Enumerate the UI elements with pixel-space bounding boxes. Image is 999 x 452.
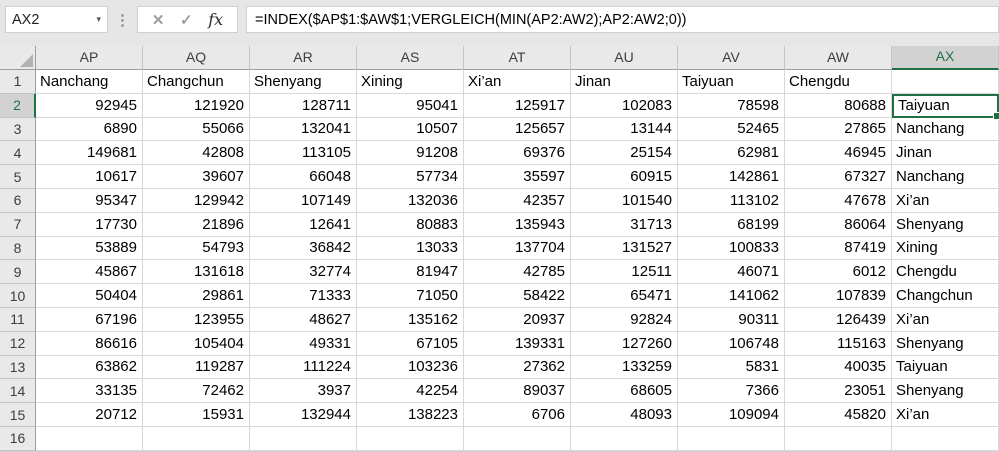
cell-au1[interactable]: Jinan: [571, 70, 678, 94]
cell-ax7[interactable]: Shenyang: [892, 213, 999, 237]
formula-buttons-group: [137, 6, 238, 33]
cell-ar10[interactable]: 71333: [250, 284, 357, 308]
cell-at15[interactable]: 6706: [464, 403, 571, 427]
cell-av15[interactable]: 109094: [678, 403, 785, 427]
cell-aw4[interactable]: 46945: [785, 141, 892, 165]
cell-at6[interactable]: 42357: [464, 189, 571, 213]
cell-at8[interactable]: 137704: [464, 237, 571, 261]
cell-au16[interactable]: [571, 427, 678, 451]
cell-ar14[interactable]: 3937: [250, 379, 357, 403]
cell-ar16[interactable]: [250, 427, 357, 451]
row-header-6[interactable]: 6: [0, 189, 36, 213]
cell-at9[interactable]: 42785: [464, 260, 571, 284]
cell-ar15[interactable]: 132944: [250, 403, 357, 427]
cell-at13[interactable]: 27362: [464, 356, 571, 380]
cell-aw16[interactable]: [785, 427, 892, 451]
cell-au9[interactable]: 12511: [571, 260, 678, 284]
cell-ax12[interactable]: Shenyang: [892, 332, 999, 356]
cell-as6[interactable]: 132036: [357, 189, 464, 213]
rows-container: [0, 70, 999, 451]
cell-ar6[interactable]: 107149: [250, 189, 357, 213]
cell-au2[interactable]: 102083: [571, 94, 678, 118]
cell-ax8[interactable]: Xining: [892, 237, 999, 261]
row-header-8[interactable]: 8: [0, 237, 36, 261]
cell-av14[interactable]: 7366: [678, 379, 785, 403]
cell-aw8[interactable]: 87419: [785, 237, 892, 261]
sheet-row-13: [0, 356, 999, 380]
cell-ap6[interactable]: 95347: [36, 189, 143, 213]
cell-as3[interactable]: 10507: [357, 118, 464, 142]
cell-as8[interactable]: 13033: [357, 237, 464, 261]
sheet-row-10: [0, 284, 999, 308]
cell-ax4[interactable]: Jinan: [892, 141, 999, 165]
cell-at14[interactable]: 89037: [464, 379, 571, 403]
cell-av7[interactable]: 68199: [678, 213, 785, 237]
cell-aw14[interactable]: 23051: [785, 379, 892, 403]
cell-aw9[interactable]: 6012: [785, 260, 892, 284]
name-box-dropdown-icon[interactable]: ▾: [96, 14, 101, 24]
cell-aq6[interactable]: 129942: [143, 189, 250, 213]
cell-aq15[interactable]: 15931: [143, 403, 250, 427]
cell-at12[interactable]: 139331: [464, 332, 571, 356]
cell-aq1[interactable]: Changchun: [143, 70, 250, 94]
row-header-4[interactable]: 4: [0, 141, 36, 165]
cell-at3[interactable]: 125657: [464, 118, 571, 142]
sheet-row-7: [0, 213, 999, 237]
cell-au10[interactable]: 65471: [571, 284, 678, 308]
cell-ax5[interactable]: Nanchang: [892, 165, 999, 189]
cell-au11[interactable]: 92824: [571, 308, 678, 332]
cell-aq8[interactable]: 54793: [143, 237, 250, 261]
cell-ar2[interactable]: 128711: [250, 94, 357, 118]
cell-aw10[interactable]: 107839: [785, 284, 892, 308]
cell-as16[interactable]: [357, 427, 464, 451]
cell-as11[interactable]: 135162: [357, 308, 464, 332]
cell-at10[interactable]: 58422: [464, 284, 571, 308]
cell-as15[interactable]: 138223: [357, 403, 464, 427]
sheet-row-11: [0, 308, 999, 332]
cell-aw12[interactable]: 115163: [785, 332, 892, 356]
cell-au3[interactable]: 13144: [571, 118, 678, 142]
cell-aq3[interactable]: 55066: [143, 118, 250, 142]
select-all-button[interactable]: [0, 46, 36, 70]
column-header-ax[interactable]: AX: [892, 46, 999, 70]
cell-ax6[interactable]: Xi’an: [892, 189, 999, 213]
sheet-row-12: [0, 332, 999, 356]
sheet-row-6: [0, 189, 999, 213]
cell-as14[interactable]: 42254: [357, 379, 464, 403]
insert-function-icon[interactable]: fx: [208, 10, 224, 29]
cell-aq4[interactable]: 42808: [143, 141, 250, 165]
row-header-12[interactable]: 12: [0, 332, 36, 356]
cell-av4[interactable]: 62981: [678, 141, 785, 165]
cell-ax2[interactable]: Taiyuan: [892, 94, 999, 118]
cell-at11[interactable]: 20937: [464, 308, 571, 332]
cell-av5[interactable]: 142861: [678, 165, 785, 189]
cell-ax9[interactable]: Chengdu: [892, 260, 999, 284]
cell-av8[interactable]: 100833: [678, 237, 785, 261]
cell-ap9[interactable]: 45867: [36, 260, 143, 284]
cell-av16[interactable]: [678, 427, 785, 451]
row-header-11[interactable]: 11: [0, 308, 36, 332]
row-header-9[interactable]: 9: [0, 260, 36, 284]
cell-as2[interactable]: 95041: [357, 94, 464, 118]
cell-au14[interactable]: 68605: [571, 379, 678, 403]
row-header-7[interactable]: 7: [0, 213, 36, 237]
row-header-15[interactable]: 15: [0, 403, 36, 427]
cell-ap8[interactable]: 53889: [36, 237, 143, 261]
cell-ar7[interactable]: 12641: [250, 213, 357, 237]
cell-ar4[interactable]: 113105: [250, 141, 357, 165]
formula-input[interactable]: [246, 6, 999, 33]
cell-av2[interactable]: 78598: [678, 94, 785, 118]
cell-ap2[interactable]: 92945: [36, 94, 143, 118]
cell-av12[interactable]: 106748: [678, 332, 785, 356]
cell-aw11[interactable]: 126439: [785, 308, 892, 332]
cell-ar8[interactable]: 36842: [250, 237, 357, 261]
sheet-row-14: [0, 379, 999, 403]
cell-av10[interactable]: 141062: [678, 284, 785, 308]
cell-ax16[interactable]: [892, 427, 999, 451]
column-header-aq[interactable]: AQ: [143, 46, 250, 70]
cell-aw7[interactable]: 86064: [785, 213, 892, 237]
cell-aw3[interactable]: 27865: [785, 118, 892, 142]
cell-aq10[interactable]: 29861: [143, 284, 250, 308]
formula-bar-strip: [0, 0, 999, 46]
column-header-ap[interactable]: AP: [36, 46, 143, 70]
sheet-row-3: [0, 118, 999, 142]
cell-aq11[interactable]: 123955: [143, 308, 250, 332]
row-header-13[interactable]: 13: [0, 356, 36, 380]
cell-aw15[interactable]: 45820: [785, 403, 892, 427]
cell-av9[interactable]: 46071: [678, 260, 785, 284]
cell-aq2[interactable]: 121920: [143, 94, 250, 118]
row-header-14[interactable]: 14: [0, 379, 36, 403]
cell-as9[interactable]: 81947: [357, 260, 464, 284]
cell-aw6[interactable]: 47678: [785, 189, 892, 213]
cell-ar9[interactable]: 32774: [250, 260, 357, 284]
cell-ap11[interactable]: 67196: [36, 308, 143, 332]
cell-av6[interactable]: 113102: [678, 189, 785, 213]
cancel-icon[interactable]: ✕: [151, 11, 165, 29]
cell-at7[interactable]: 135943: [464, 213, 571, 237]
column-header-as[interactable]: AS: [357, 46, 464, 70]
sheet-row-16: [0, 427, 999, 451]
cell-ar5[interactable]: 66048: [250, 165, 357, 189]
cell-ap5[interactable]: 10617: [36, 165, 143, 189]
cell-aq13[interactable]: 119287: [143, 356, 250, 380]
cell-aw2[interactable]: 80688: [785, 94, 892, 118]
cell-ap12[interactable]: 86616: [36, 332, 143, 356]
cell-au8[interactable]: 131527: [571, 237, 678, 261]
cell-ax11[interactable]: Xi’an: [892, 308, 999, 332]
cell-av13[interactable]: 5831: [678, 356, 785, 380]
enter-icon[interactable]: ✓: [180, 11, 193, 29]
column-header-aw[interactable]: AW: [785, 46, 892, 70]
column-header-row: [0, 46, 999, 70]
sheet-row-1: [0, 70, 999, 94]
select-all-triangle-icon: [20, 54, 33, 67]
cell-at1[interactable]: Xi’an: [464, 70, 571, 94]
cell-as12[interactable]: 67105: [357, 332, 464, 356]
cell-aw1[interactable]: Chengdu: [785, 70, 892, 94]
sheet-row-8: [0, 237, 999, 261]
cell-av11[interactable]: 90311: [678, 308, 785, 332]
sheet-row-5: [0, 165, 999, 189]
row-header-10[interactable]: 10: [0, 284, 36, 308]
cell-ap1[interactable]: Nanchang: [36, 70, 143, 94]
cell-aw13[interactable]: 40035: [785, 356, 892, 380]
cell-aq16[interactable]: [143, 427, 250, 451]
cell-aw5[interactable]: 67327: [785, 165, 892, 189]
cell-aq14[interactable]: 72462: [143, 379, 250, 403]
sheet-grid: [0, 46, 999, 451]
row-header-1[interactable]: 1: [0, 70, 36, 94]
cell-ap4[interactable]: 149681: [36, 141, 143, 165]
cell-ap15[interactable]: 20712: [36, 403, 143, 427]
sheet-row-2: [0, 94, 999, 118]
cell-ar12[interactable]: 49331: [250, 332, 357, 356]
cell-as5[interactable]: 57734: [357, 165, 464, 189]
formula-text: =INDEX($AP$1:$AW$1;VERGLEICH(MIN(AP2:AW2);AP2:AW2;0)): [255, 11, 687, 28]
cell-au12[interactable]: 127260: [571, 332, 678, 356]
cell-ar3[interactable]: 132041: [250, 118, 357, 142]
cell-ar13[interactable]: 111224: [250, 356, 357, 380]
cell-au7[interactable]: 31713: [571, 213, 678, 237]
fill-handle[interactable]: [993, 112, 999, 120]
row-header-3[interactable]: 3: [0, 118, 36, 142]
cell-as4[interactable]: 91208: [357, 141, 464, 165]
cell-ap10[interactable]: 50404: [36, 284, 143, 308]
cell-ap14[interactable]: 33135: [36, 379, 143, 403]
cell-at2[interactable]: 125917: [464, 94, 571, 118]
sheet-row-4: [0, 141, 999, 165]
column-header-ar[interactable]: AR: [250, 46, 357, 70]
cell-ar1[interactable]: Shenyang: [250, 70, 357, 94]
cell-au5[interactable]: 60915: [571, 165, 678, 189]
cell-as1[interactable]: Xining: [357, 70, 464, 94]
column-header-au[interactable]: AU: [571, 46, 678, 70]
cell-aq12[interactable]: 105404: [143, 332, 250, 356]
cell-ap16[interactable]: [36, 427, 143, 451]
cell-aq9[interactable]: 131618: [143, 260, 250, 284]
cell-as7[interactable]: 80883: [357, 213, 464, 237]
cell-at4[interactable]: 69376: [464, 141, 571, 165]
row-header-5[interactable]: 5: [0, 165, 36, 189]
cell-aq5[interactable]: 39607: [143, 165, 250, 189]
cell-au13[interactable]: 133259: [571, 356, 678, 380]
cell-au15[interactable]: 48093: [571, 403, 678, 427]
cell-ax14[interactable]: Shenyang: [892, 379, 999, 403]
cell-as13[interactable]: 103236: [357, 356, 464, 380]
column-header-av[interactable]: AV: [678, 46, 785, 70]
cell-at5[interactable]: 35597: [464, 165, 571, 189]
cell-ax3[interactable]: Nanchang: [892, 118, 999, 142]
cell-au4[interactable]: 25154: [571, 141, 678, 165]
name-box[interactable]: [5, 6, 108, 33]
sheet-row-9: [0, 260, 999, 284]
sheet-row-15: [0, 403, 999, 427]
column-header-at[interactable]: AT: [464, 46, 571, 70]
cell-av3[interactable]: 52465: [678, 118, 785, 142]
cell-ax1[interactable]: [892, 70, 999, 94]
cell-ap7[interactable]: 17730: [36, 213, 143, 237]
cell-aq7[interactable]: 21896: [143, 213, 250, 237]
name-box-value: AX2: [12, 11, 40, 28]
row-header-16[interactable]: 16: [0, 427, 36, 451]
more-options-icon[interactable]: ⋮: [115, 11, 130, 29]
cell-at16[interactable]: [464, 427, 571, 451]
row-header-2[interactable]: 2: [0, 94, 36, 118]
cell-au6[interactable]: 101540: [571, 189, 678, 213]
cell-ax13[interactable]: Taiyuan: [892, 356, 999, 380]
cell-ar11[interactable]: 48627: [250, 308, 357, 332]
cell-av1[interactable]: Taiyuan: [678, 70, 785, 94]
cell-ap3[interactable]: 6890: [36, 118, 143, 142]
cell-ap13[interactable]: 63862: [36, 356, 143, 380]
cell-ax15[interactable]: Xi’an: [892, 403, 999, 427]
cell-ax10[interactable]: Changchun: [892, 284, 999, 308]
cell-as10[interactable]: 71050: [357, 284, 464, 308]
